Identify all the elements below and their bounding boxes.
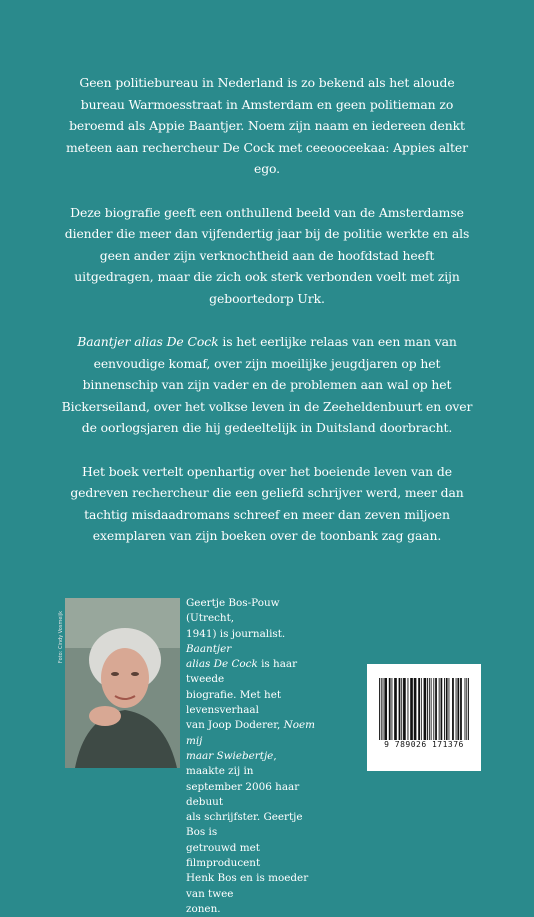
bio-line: als schrijfster. Geertje Bos is [186,811,303,839]
bio-line: getrouwd met filmproducent [186,841,261,870]
isbn-barcode [367,664,481,771]
barcode-bars [379,678,469,740]
bio-line: biografie. Met het levensverhaal [186,688,282,717]
bio-line: Henk Bos en is moeder van twee [186,872,309,900]
blurb-paragraph-4: Het boek vertelt openhartig over het boeiende leven van de gedreven rechercheur die een geliefd schrijver werd, meer dan tachtig misdaadromans schreef en meer dan zeven miljoen exemplaren van zijn boeken over de toonbank zag gaan. [70,463,464,543]
bio-text: , maakte zij in [186,749,277,778]
author-bio [186,596,316,917]
barcode-bar [433,678,434,740]
barcode-bar [468,678,469,740]
barcode-bar [444,678,445,740]
blurb-paragraph-1: Geen politiebureau in Nederland is zo bekend als het aloude bureau Warmoesstraat in Amsterdam en geen politieman zo beroemd als Appie Baantjer. Noem zijn naam en iedereen denkt meteen aan rechercheur De Cock met ceeooceekaa: Appies alter ego. [66,75,468,176]
barcode-bar [457,678,459,740]
bio-line: Geertje Bos-Pouw (Utrecht, [186,597,280,625]
barcode-bar [381,678,382,740]
barcode-bar [431,678,432,740]
author-photo [58,598,180,768]
barcode-bar [466,678,467,740]
barcode-bar [418,678,420,740]
barcode-bar [456,678,457,740]
barcode-bar [383,678,384,740]
bio-title-italic: maar Swiebertje [186,749,274,762]
barcode-bar [389,678,391,740]
bio-title-italic: Baantjer [186,642,232,655]
barcode-bar [424,678,427,740]
barcode-bar [465,678,466,740]
barcode-bar [384,678,387,740]
bio-line [186,749,316,780]
barcode-bar [408,678,409,740]
photo-credit: Foto: Cindy Vosmeijk [58,610,65,664]
barcode-bar [401,678,402,740]
barcode-bar [414,678,417,740]
barcode-bar [446,678,448,740]
blurb-paragraph-2: Deze biografie geeft een onthullend beeld van de Amsterdamse diender die meer dan vijfendertig jaar bij de politie werkte en als geen ander zijn verknochtheid aan de hoofdstad heeft uitgedragen, maar die zich ook sterk verbonden voelt met zijn geboortedorp Urk. [64,204,470,306]
barcode-bar [429,678,430,740]
barcode-bar [435,678,437,740]
back-cover-blurb [60,72,474,569]
isbn-digits: 9 789026 171376 [384,740,464,749]
barcode-bar [379,678,380,740]
blurb-paragraph-3-text: is het eerlijke relaas van een man van eenvoudige komaf, over zijn moeilijke jeugdjaren op het binnenschip van zijn vader en de problemen aan wal op het Bickerseiland, over het volkse leven in de Zeeheldenbuurt en over de oorlogsjaren die hij gedeeltelijk in Duitsland doorbracht. [61,334,473,435]
book-title: Baantjer alias De Cock [77,334,219,349]
barcode-bar [452,678,454,740]
bio-line: zonen. [186,902,221,915]
bio-line: september 2006 haar debuut [186,780,300,808]
barcode-bar [403,678,406,740]
blurb-paragraph-3 [60,331,474,439]
author-portrait-image [65,598,180,768]
barcode-bar [391,678,392,740]
bio-line: van Joop Doderer, Noem mij [186,719,315,747]
barcode-bar [394,678,397,740]
barcode-bar [427,678,428,740]
barcode-bar [440,678,442,740]
barcode-bar [439,678,440,740]
bio-line [186,657,316,688]
bio-title-italic: alias De Cock [186,658,258,671]
barcode-bar [460,678,462,740]
bio-title-italic: Noem mij [186,719,315,747]
barcode-bar [410,678,413,740]
bio-text: is haar tweede [186,658,298,686]
barcode-bar [449,678,450,740]
barcode-bar [421,678,422,740]
barcode-bar [399,678,401,740]
bio-line: 1941) is journalist. Baantjer [186,627,286,655]
